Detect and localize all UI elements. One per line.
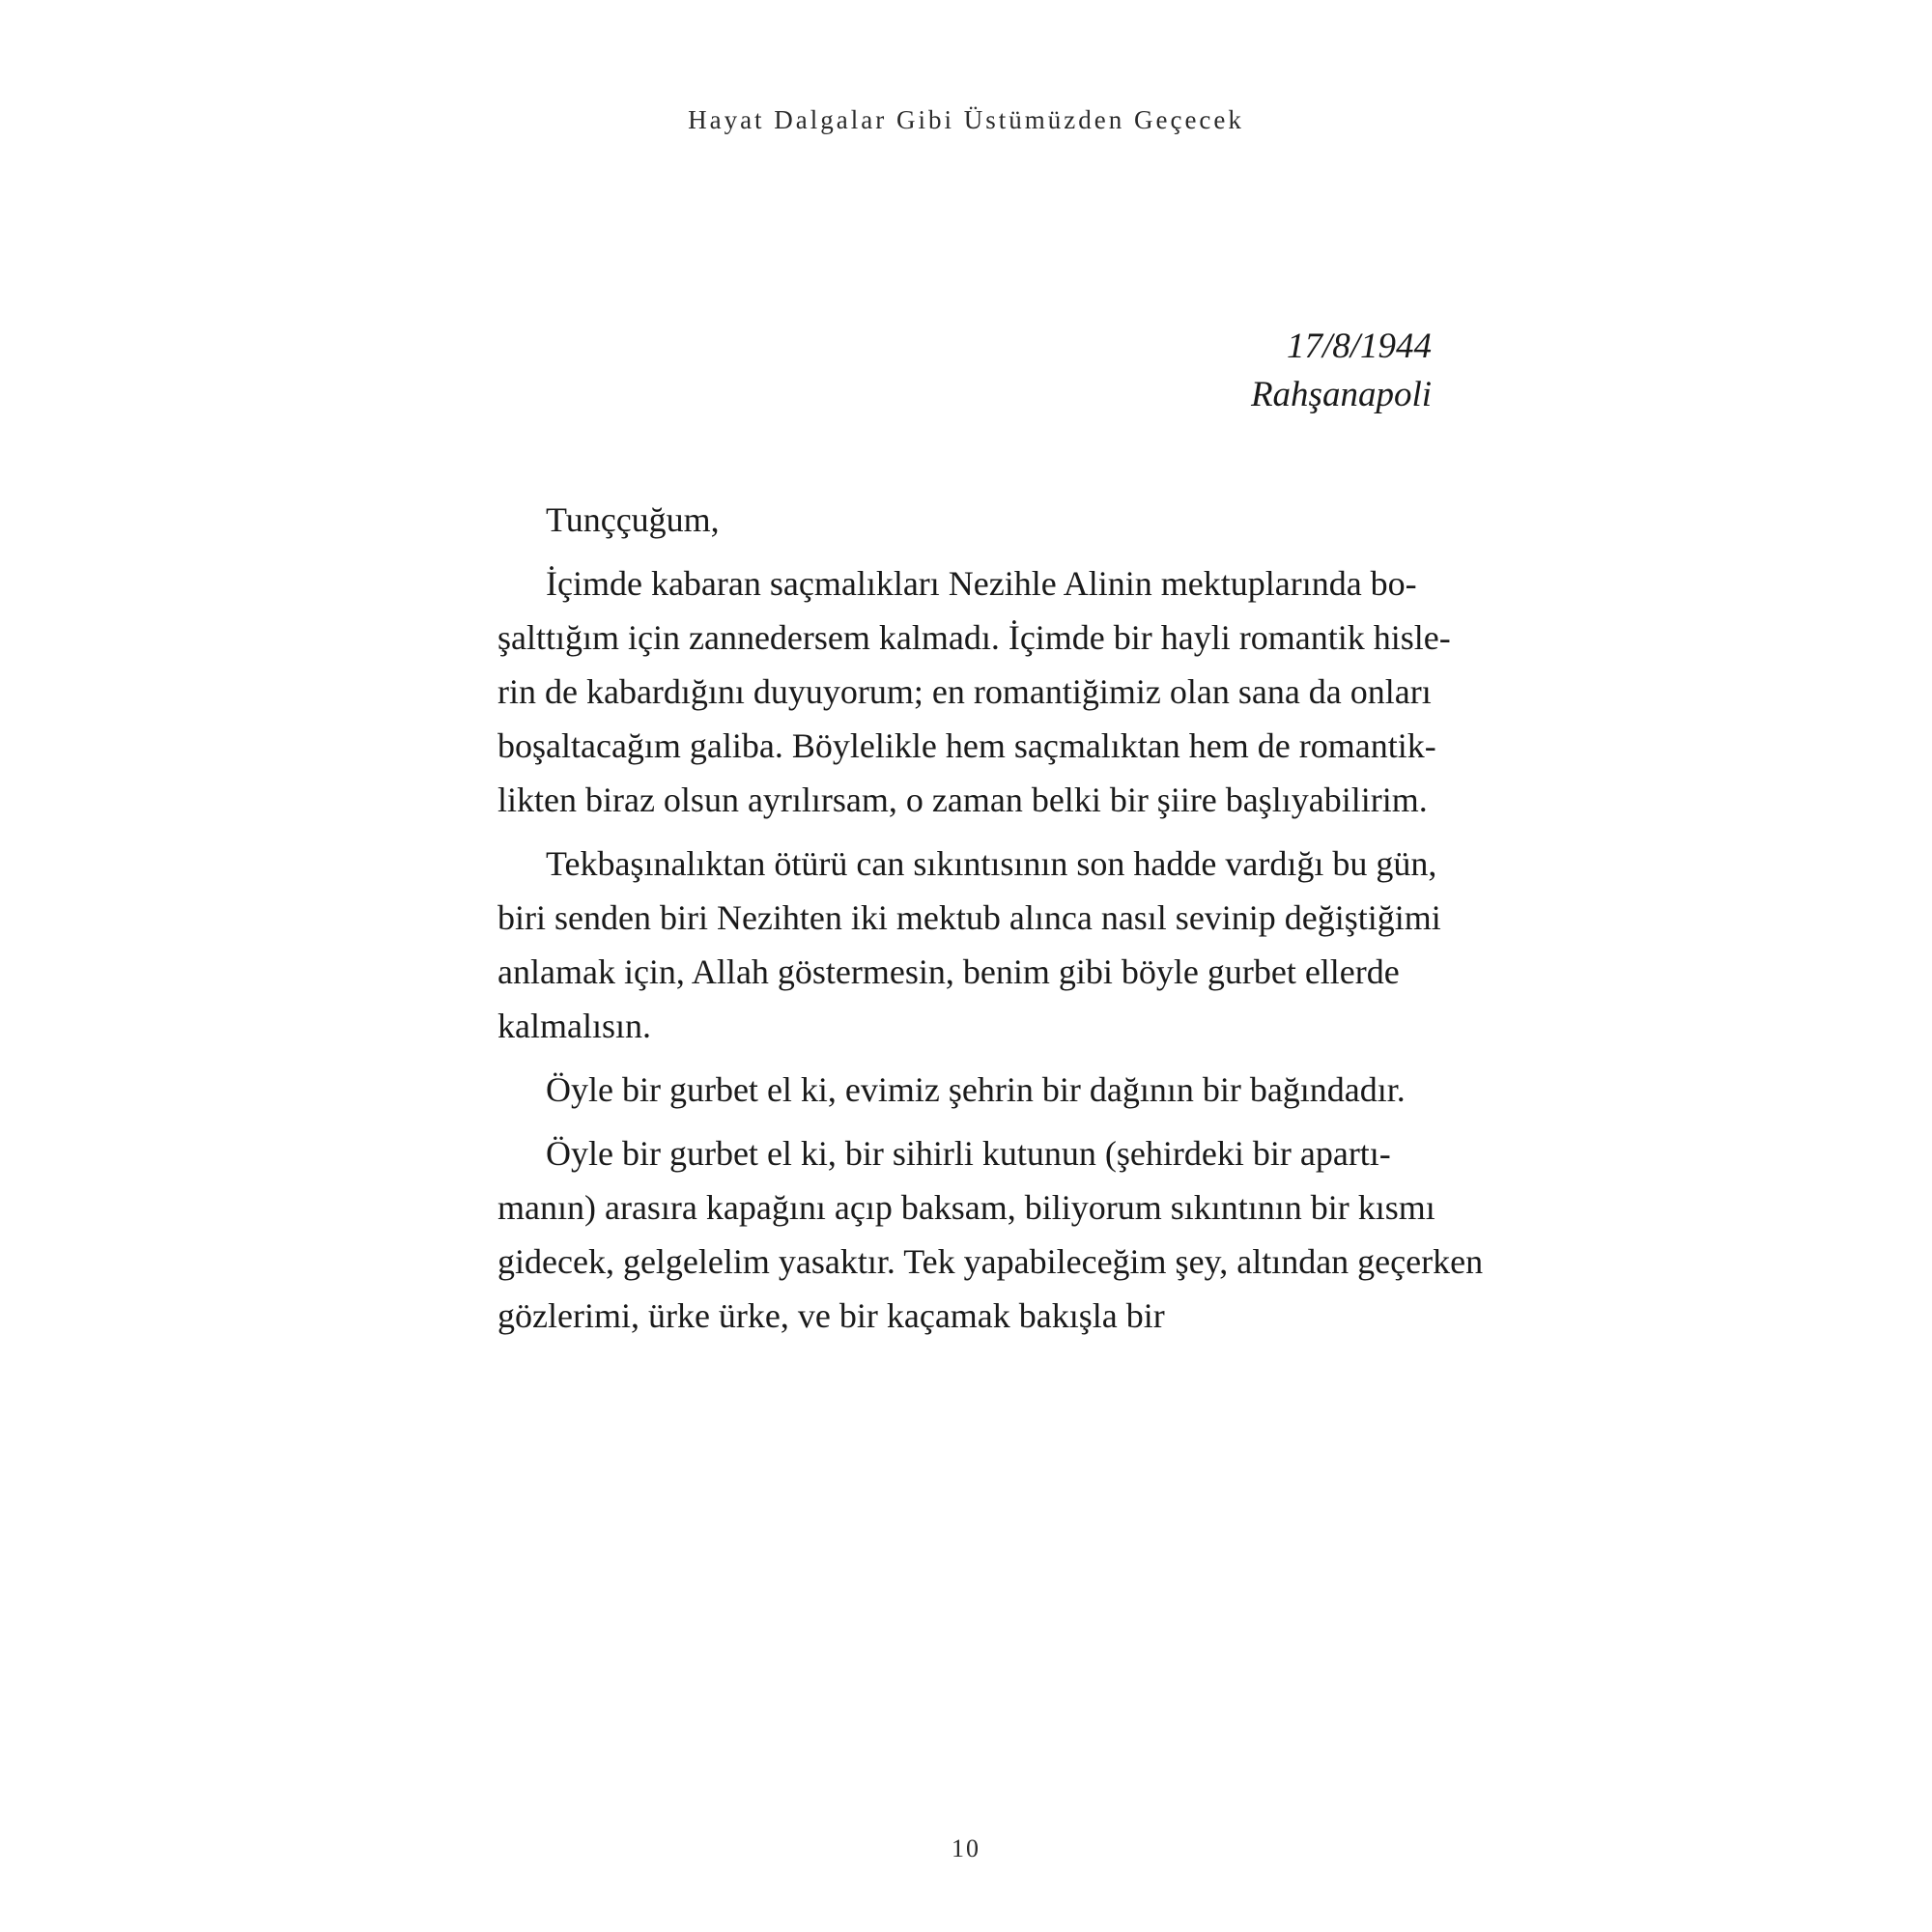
running-header: Hayat Dalgalar Gibi Üstümüzden Geçecek: [688, 105, 1244, 134]
salutation: Tunççuğum,: [546, 500, 720, 539]
paragraph-4: [497, 1126, 1484, 1343]
page-number: 10: [952, 1834, 980, 1862]
text-line: Öyle bir gurbet el ki, bir sihirli kutunun (şehirdeki bir apartı-: [546, 1134, 1391, 1173]
text-line: biri senden biri Nezihten iki mektub alınca nasıl sevinip değiştiğimi: [497, 898, 1441, 937]
text-line: gözlerimi, ürke ürke, ve bir kaçamak bakışla bir: [497, 1296, 1165, 1335]
text-line: boşaltacağım galiba. Böylelikle hem saçmalıktan hem de romantik-: [497, 726, 1436, 765]
text-line: rin de kabardığını duyuyorum; en romantiğimiz olan sana da onları: [497, 672, 1432, 711]
text-line: likten biraz olsun ayrılırsam, o zaman belki bir şiire başlıyabilirim.: [497, 781, 1428, 819]
letter-body: [497, 493, 1484, 1352]
paragraph-3: [497, 1063, 1427, 1117]
text-line: İçimde kabaran saçmalıkları Nezihle Alinin mektuplarında bo-: [546, 564, 1417, 603]
paragraph-2: [497, 837, 1441, 1053]
text-line: Tekbaşınalıktan ötürü can sıkıntısının son hadde vardığı bu gün,: [546, 844, 1437, 883]
letter-place: Rahşanapoli: [1250, 375, 1432, 414]
letter-date: 17/8/1944: [1286, 327, 1432, 366]
text-line: manın) arasıra kapağını açıp baksam, biliyorum sıkıntının bir kısmı: [497, 1188, 1435, 1227]
text-line: kalmalısın.: [497, 1007, 651, 1045]
text-line: şalttığım için zannedersem kalmadı. İçimde bir hayli romantik hisle-: [497, 618, 1451, 657]
letter-dateline: [1251, 323, 1432, 419]
text-line: anlamak için, Allah göstermesin, benim gibi böyle gurbet ellerde: [497, 952, 1400, 991]
text-line: Öyle bir gurbet el ki, evimiz şehrin bir dağının bir bağındadır.: [546, 1070, 1406, 1109]
paragraph-1: [497, 556, 1451, 827]
text-line: gidecek, gelgelelim yasaktır. Tek yapabileceğim şey, altından geçerken: [497, 1242, 1484, 1281]
